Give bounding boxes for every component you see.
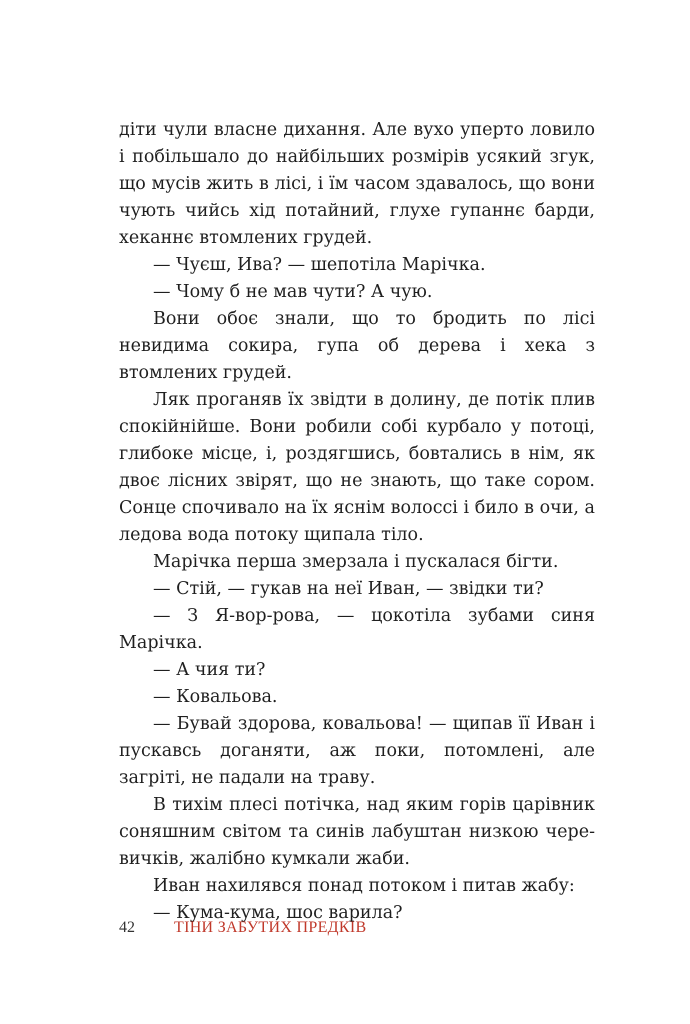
- page-footer: [119, 916, 595, 940]
- page-number: 42: [119, 919, 135, 936]
- paragraph-12: В тихім плесі потічка, над яким горів царівник соняшним світом та синів лабуштан низкою черевичків, жалібно кумкали жаби.: [119, 795, 595, 869]
- paragraph-6: Марічка перша змерзала і пускалася бігти.: [153, 552, 559, 572]
- paragraph-10: — Ковальова.: [153, 687, 278, 707]
- paragraph-11: — Бувай здорова, ковальова! — щипав її Иван і пускавсь доганяти, аж поки, потомлені, але загріті, не падали на траву.: [119, 714, 595, 788]
- running-title: ТІНИ ЗАБУТИХ ПРЕДКІВ: [174, 919, 367, 936]
- paragraph-14: — Кума-кума, шос варила?: [153, 903, 403, 923]
- paragraph-13: Иван нахилявся понад потоком і питав жабу:: [153, 876, 575, 896]
- book-text-body: [119, 117, 595, 927]
- paragraph-2: — Чуєш, Ива? — шепотіла Марічка.: [153, 255, 486, 275]
- paragraph-1: діти чули власне дихання. Але вухо уперто ловило і побільшало до найбільших розмірів усякий згук, що мусів жить в лісі, і їм часом здавалось, що вони чують чийсь хід потайний, глухе гупаннє барди, хеканнє втомлених грудей.: [119, 120, 595, 248]
- paragraph-7: — Стій, — гукав на неї Иван, — звідки ти?: [153, 579, 544, 599]
- paragraph-9: — А чия ти?: [153, 660, 266, 680]
- paragraph-8: — З Я-вор-рова, — цокотіла зубами синя Марічка.: [119, 606, 595, 653]
- paragraph-4: Вони обоє знали, що то бродить по лісі невидима сокира, гупа об дерева і хека з втомлених грудей.: [119, 309, 595, 383]
- paragraph-3: — Чому б не мав чути? А чую.: [153, 282, 433, 302]
- paragraph-5: Ляк проганяв їх звідти в долину, де потік плив спокійнійше. Вони робили собі курбало у потоці, глибоке місце, і, роздягшись, бовтались в нім, як двоє лісних звірят, що не знають, що таке сором. Сонце спочивало на їх яснім волоссі і било в очи, а ледова вода потоку щипала тіло.: [119, 390, 595, 545]
